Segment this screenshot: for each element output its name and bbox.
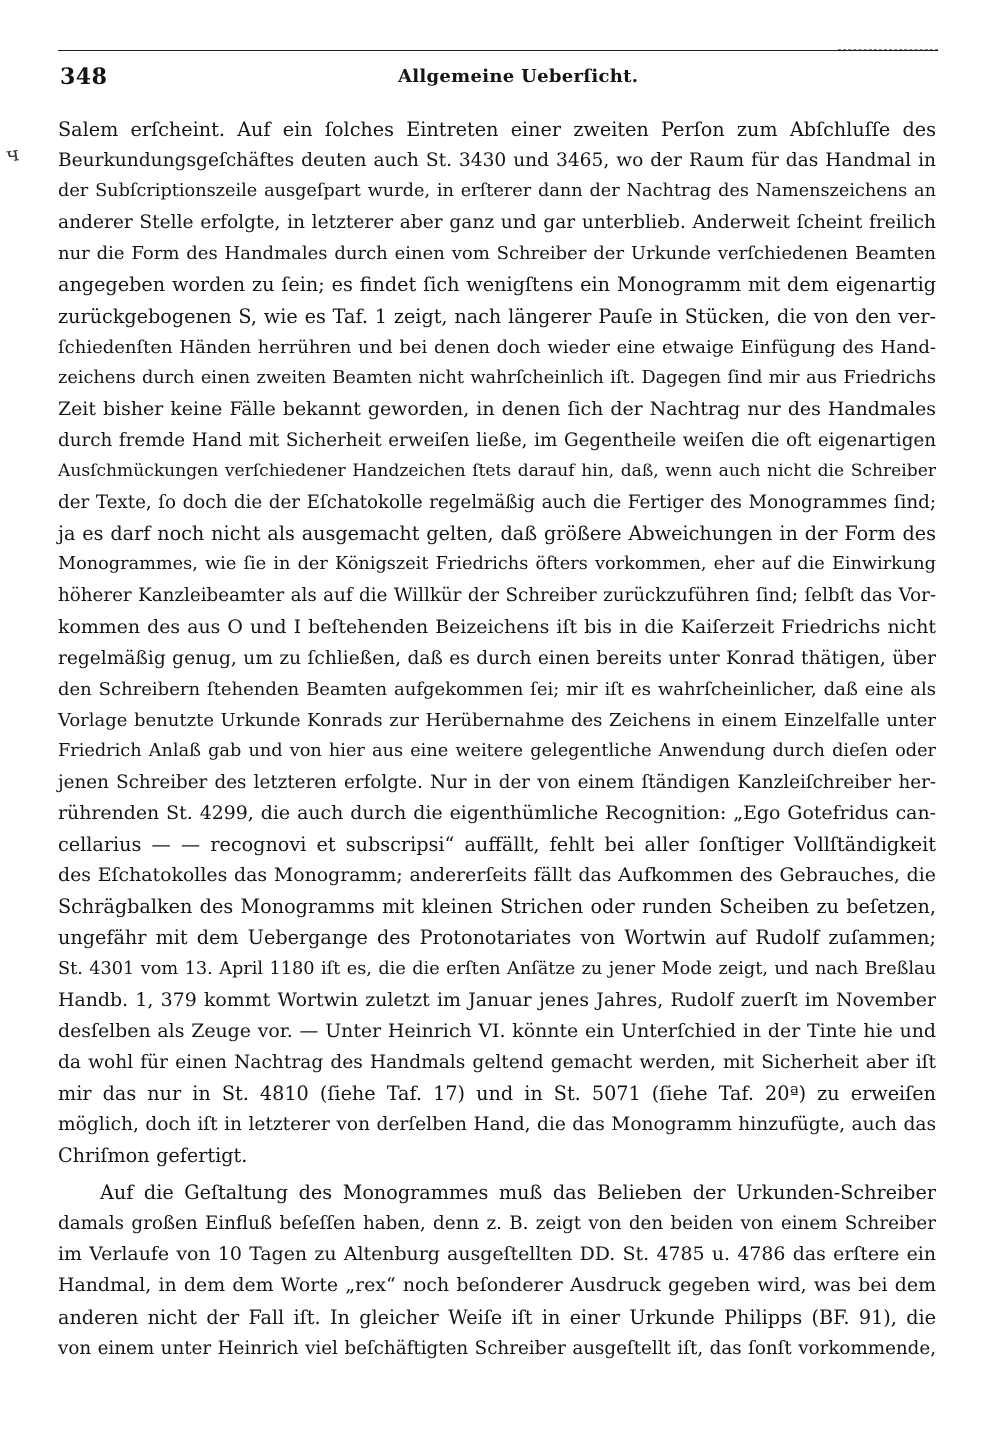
text-line: im Verlaufe von 10 Tagen zu Altenburg ausgeſtellten DD. St. 4785 u. 4786 das erſtere ein [58,1243,936,1266]
text-line: mir das nur in St. 4810 (ſiehe Taf. 17) und in St. 5071 (ſiehe Taf. 20ª) zu erweiſen [58,1081,936,1105]
text-line: Ausſchmückungen verſchiedener Handzeichen ſtets darauf hin, daß, wenn auch nicht die Schreiber [58,461,936,482]
margin-annotation: ч [4,141,21,167]
text-line: durch fremde Hand mit Sicherheit erweiſen ließe, im Gegentheile weiſen die oft eigenartigen [58,429,936,451]
text-line: da wohl für einen Nachtrag des Handmals geltend gemacht werden, mit Sicherheit aber iſt [58,1051,936,1073]
text-line: ja es darf noch nicht als ausgemacht gelten, daß größere Abweichungen in der Form des [58,522,936,546]
text-line: von einem unter Heinrich viel beſchäftigten Schreiber ausgeſtellt iſt, das ſonſt vorkommende, [58,1337,936,1359]
body-text [58,114,936,1364]
text-line: anderen nicht der Fall iſt. In gleicher Weiſe iſt in einer Urkunde Philipps (BF. 91), die [58,1305,936,1329]
text-line: damals großen Einfluß beſeſſen haben, denn z. B. zeigt von den beiden von einem Schreiber [58,1213,936,1235]
text-line: jenen Schreiber des letzteren erfolgte. Nur in der von einem ſtändigen Kanzleiſchreiber her- [58,771,936,793]
text-line: möglich, doch iſt in letzterer von derſelben Hand, die das Monogramm hinzufügte, auch das [58,1114,936,1135]
text-line: Beurkundungsgeſchäftes deuten auch St. 3430 und 3465, wo der Raum für das Handmal in [58,150,936,172]
text-line: der Texte, ſo doch die der Eſchatokolle regelmäßig auch die Fertiger des Monogrammes ſind; [58,492,936,514]
text-line: St. 4301 vom 13. April 1180 iſt es, die die erſten Anſätze zu jener Mode zeigt, und nach Breßlau [58,958,936,979]
text-line: desſelben als Zeuge vor. — Unter Heinrich VI. könnte ein Unterſchied in der Tinte hie und [58,1019,936,1042]
text-line: Handmal, in dem dem Worte „rex“ noch beſonderer Ausdruck gegeben wird, was bei dem [58,1274,936,1297]
page-header [58,50,938,90]
header-rule-tail [838,49,938,50]
text-line: der Subſcriptionszeile ausgeſpart wurde, in erſterer dann der Nachtrag des Namenszeichens an [58,181,936,202]
page-number: 348 [60,64,108,90]
text-line: ungefähr mit dem Uebergange des Protonotariates von Wortwin auf Rudolf zuſammen; [58,926,936,950]
paragraph-2 [58,1177,936,1364]
paragraph-1 [58,114,936,1171]
text-line: cellarius — — recognovi et subscripsi“ auffällt, fehlt bei aller ſonſtiger Vollſtändigkeit [58,833,936,857]
text-line: Chriſmon gefertigt. [58,1144,248,1168]
text-line: ſchiedenſten Händen herrühren und bei denen doch wieder eine etwaige Einfügung des Hand- [58,336,936,358]
text-line: Friedrich Anlaß gab und von hier aus eine weitere gelegentliche Anwendung durch dieſen oder [58,740,936,761]
text-line: nur die Form des Handmales durch einen vom Schreiber der Urkunde verſchiedenen Beamten [58,243,936,265]
text-line: Salem erſcheint. Auf ein ſolches Eintreten einer zweiten Perſon zum Abſchluſſe des [58,118,936,141]
text-line: Auf die Geſtaltung des Monogrammes muß das Belieben der Urkunden-Schreiber [100,1181,936,1205]
text-line: zeichens durch einen zweiten Beamten nicht wahrſcheinlich iſt. Dagegen ſind mir aus Friedrichs [58,367,936,388]
text-line: höherer Kanzleibeamter als auf die Willkür der Schreiber zurückzuführen ſind; ſelbſt das Vor- [58,585,936,607]
header-rule [58,50,938,51]
text-line: Schrägbalken des Monogramms mit kleinen Strichen oder runden Scheiben zu beſetzen, [58,895,936,919]
text-line: kommen des aus O und I beſtehenden Beizeichens iſt bis in die Kaiſerzeit Friedrichs nicht [58,615,936,638]
text-line: Handb. 1, 379 kommt Wortwin zuletzt im Januar jenes Jahres, Rudolf zuerſt im November [58,988,936,1011]
text-line: rührenden St. 4299, die auch durch die eigenthümliche Recognition: „Ego Gotefridus can- [58,802,936,825]
text-line: Vorlage benutzte Urkunde Konrads zur Herübernahme des Zeichens in einem Einzelfalle unter [58,709,936,731]
text-line: angegeben worden zu ſein; es findet ſich wenigſtens ein Monogramm mit dem eigenartig [58,273,936,297]
running-head: Allgemeine Ueberſicht. [398,66,639,87]
text-line: des Eſchatokolles das Monogramm; andererſeits fällt das Aufkommen des Gebrauches, die [58,864,936,887]
text-line: Monogrammes, wie ſie in der Königszeit Friedrichs öfters vorkommen, eher auf die Einwirkung [58,554,936,575]
text-line: Zeit bisher keine Fälle bekannt geworden, in denen ſich der Nachtrag nur des Handmales [58,397,936,420]
text-line: regelmäßig genug, um zu ſchließen, daß es durch einen bereits unter Konrad thätigen, über [58,647,936,669]
text-line: zurückgebogenen S, wie es Taf. 1 zeigt, nach längerer Pauſe in Stücken, die von den ver- [58,304,936,328]
text-line: anderer Stelle erfolgte, in letzterer aber ganz und gar unterblieb. Anderweit ſcheint freilich [58,212,936,234]
text-line: den Schreibern ſtehenden Beamten aufgekommen ſei; mir iſt es wahrſcheinlicher, daß eine als [58,678,936,700]
